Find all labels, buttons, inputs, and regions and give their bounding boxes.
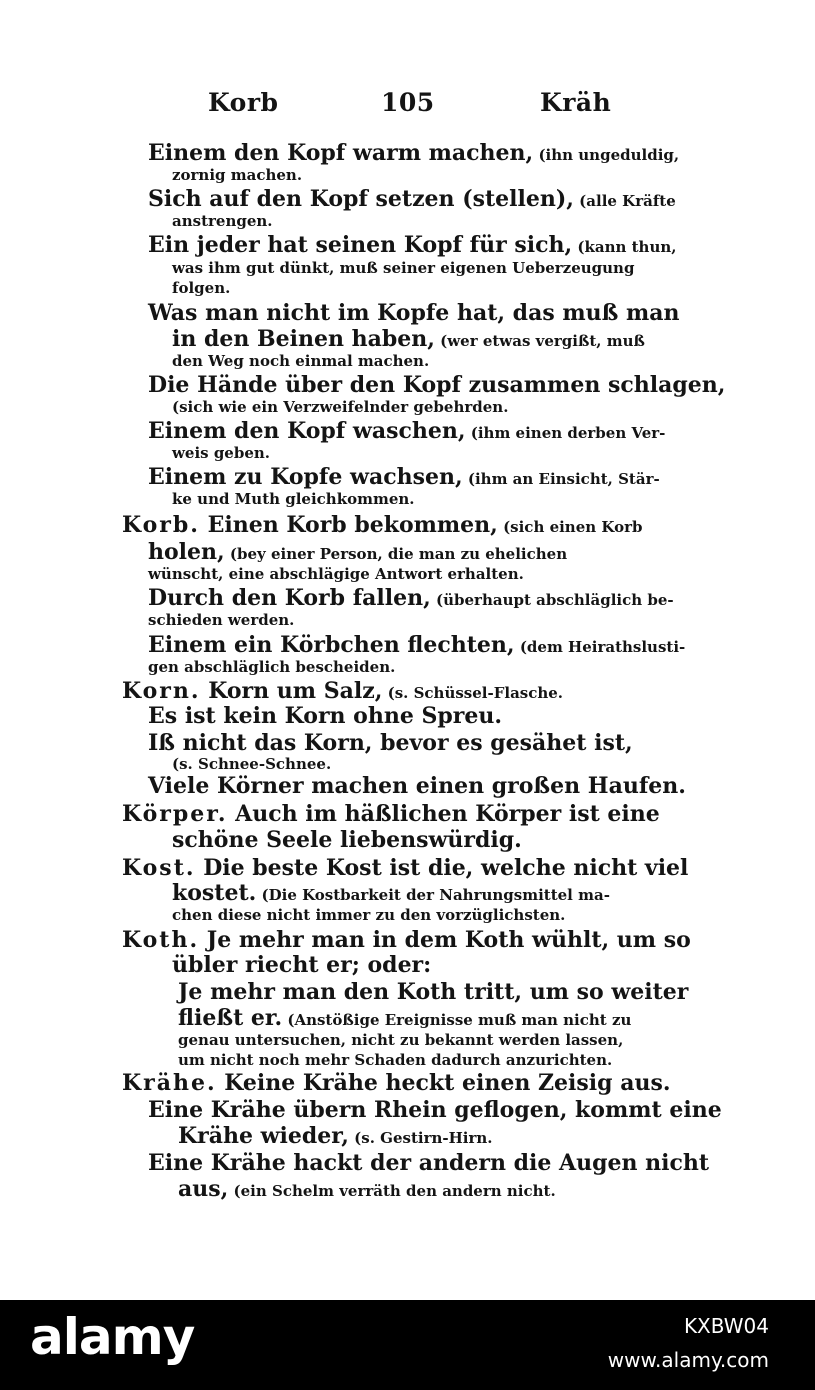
line-gloss: zornig machen.: [172, 166, 303, 184]
line-main: Je mehr man in dem Koth wühlt, um so: [199, 927, 691, 953]
line-main: Korn um Salz,: [200, 678, 383, 704]
entry-kost: [122, 855, 688, 881]
text-line: [178, 1050, 612, 1070]
text-line: [178, 979, 688, 1005]
text-line: [148, 539, 567, 567]
line-main: Durch den Korb fallen,: [148, 585, 431, 611]
line-main: Einem den Kopf waschen,: [148, 418, 466, 444]
line-gloss: um nicht noch mehr Schaden dadurch anzurichten.: [178, 1051, 613, 1069]
line-main: Was man nicht im Kopfe hat, das muß man: [148, 300, 680, 326]
running-head-left: Korb: [208, 88, 279, 117]
headword: Krähe.: [122, 1070, 217, 1096]
page-number: 105: [381, 88, 435, 117]
text-line: [148, 730, 633, 756]
headword: Körper.: [122, 801, 228, 827]
line-main: Viele Körner machen einen großen Haufen.: [148, 773, 686, 799]
headword: Kost.: [122, 855, 196, 881]
text-line: [172, 278, 230, 298]
line-main: Krähe wieder,: [178, 1123, 349, 1149]
line-gloss: (kann thun,: [572, 238, 677, 256]
line-main: Die beste Kost ist die, welche nicht viel: [195, 855, 689, 881]
text-line: [172, 952, 431, 978]
line-main: Einen Korb bekommen,: [199, 512, 498, 538]
text-line: [172, 443, 270, 463]
text-line: [148, 140, 679, 168]
text-line: [148, 1150, 709, 1176]
text-line: [172, 326, 645, 354]
line-main: Einem zu Kopfe wachsen,: [148, 464, 463, 490]
line-main: Eine Krähe hackt der andern die Augen nicht: [148, 1150, 710, 1176]
line-gloss: (s. Schnee-Schnee.: [172, 755, 332, 773]
line-gloss: wünscht, eine abschlägige Antwort erhalten.: [148, 565, 524, 583]
text-line: [172, 880, 610, 908]
line-gloss: (Die Kostbarkeit der Nahrungsmittel ma-: [256, 886, 610, 904]
line-main: Die Hände über den Kopf zusammen schlagen,: [148, 372, 726, 398]
line-gloss: schieden werden.: [148, 611, 295, 629]
line-gloss: (ihm an Einsicht, Stär-: [462, 470, 660, 488]
line-gloss: (sich einen Korb: [497, 518, 643, 536]
text-line: [148, 186, 676, 214]
line-main: schöne Seele liebenswürdig.: [172, 827, 522, 853]
line-main: Iß nicht das Korn, bevor es gesähet ist,: [148, 730, 633, 756]
text-line: [172, 397, 508, 417]
text-line: [148, 300, 680, 326]
text-line: [172, 351, 429, 371]
line-gloss: ke und Muth gleichkommen.: [172, 490, 415, 508]
entry-korb: [122, 512, 643, 540]
entry-koerper: [122, 801, 660, 827]
line-main: Je mehr man den Koth tritt, um so weiter: [178, 979, 689, 1005]
line-main: kostet.: [172, 880, 257, 906]
line-gloss: (sich wie ein Verzweifelnder gebehrden.: [172, 398, 509, 416]
line-main: Es ist kein Korn ohne Spreu.: [148, 703, 503, 729]
line-gloss: was ihm gut dünkt, muß seiner eigenen Ueberzeugung: [172, 259, 635, 277]
text-line: [172, 489, 415, 509]
text-line: [178, 1123, 493, 1151]
text-line: [178, 1005, 631, 1033]
text-line: [178, 1176, 556, 1204]
line-gloss: chen diese nicht immer zu den vorzüglichsten.: [172, 906, 566, 924]
watermark-logo: alamy: [30, 1308, 195, 1366]
running-head-right: Kräh: [540, 88, 612, 117]
text-line: [172, 905, 565, 925]
text-line: [148, 464, 660, 492]
line-gloss: weis geben.: [172, 444, 271, 462]
line-gloss: (ein Schelm verräth den andern nicht.: [228, 1182, 556, 1200]
line-main: übler riecht er; oder:: [172, 952, 432, 978]
line-main: Auch im häßlichen Körper ist eine: [227, 801, 660, 827]
line-main: aus,: [178, 1176, 229, 1202]
line-main: Eine Krähe übern Rhein geflogen, kommt eine: [148, 1097, 722, 1123]
line-main: Einem den Kopf warm machen,: [148, 140, 534, 166]
line-gloss: (ihm einen derben Ver-: [465, 424, 666, 442]
text-line: [148, 703, 502, 729]
text-line: [172, 211, 273, 231]
watermark-banner: [0, 1300, 815, 1390]
text-line: [148, 610, 294, 630]
line-gloss: (s. Gestirn-Hirn.: [348, 1129, 493, 1147]
line-gloss: (überhaupt abschläglich be-: [430, 591, 674, 609]
headword: Korn.: [122, 678, 201, 704]
text-line: [148, 657, 395, 677]
line-main: Keine Krähe heckt einen Zeisig aus.: [216, 1070, 671, 1096]
line-gloss: gen abschläglich bescheiden.: [148, 658, 396, 676]
image-id: KXBW04: [683, 1314, 769, 1338]
entry-korn: [122, 678, 563, 706]
line-main: in den Beinen haben,: [172, 326, 435, 352]
line-gloss: folgen.: [172, 279, 231, 297]
line-main: Einem ein Körbchen flechten,: [148, 632, 515, 658]
text-line: [148, 564, 524, 584]
text-line: [148, 773, 686, 799]
line-main: Ein jeder hat seinen Kopf für sich,: [148, 232, 573, 258]
entry-koth: [122, 927, 691, 953]
line-gloss: den Weg noch einmal machen.: [172, 352, 430, 370]
entry-kraehe: [122, 1070, 671, 1096]
text-line: [172, 754, 331, 774]
line-gloss: (bey einer Person, die man zu ehelichen: [224, 545, 568, 563]
headword: Koth.: [122, 927, 200, 953]
headword: Korb.: [122, 512, 200, 538]
text-line: [148, 232, 677, 260]
line-gloss: (ihn ungeduldig,: [533, 146, 680, 164]
line-main: fließt er.: [178, 1005, 283, 1031]
line-gloss: (dem Heirathslusti-: [514, 638, 686, 656]
watermark-site: www.alamy.com: [607, 1348, 769, 1372]
text-line: [148, 1097, 722, 1123]
text-line: [148, 372, 725, 398]
line-gloss: (alle Kräfte: [573, 192, 676, 210]
text-line: [172, 165, 302, 185]
line-gloss: (wer etwas vergißt, muß: [434, 332, 645, 350]
text-line: [178, 1030, 623, 1050]
text-line: [148, 632, 685, 660]
text-line: [172, 827, 522, 853]
line-gloss: (Anstößige Ereignisse muß man nicht zu: [282, 1011, 632, 1029]
text-line: [172, 258, 634, 278]
line-gloss: anstrengen.: [172, 212, 273, 230]
text-line: [148, 585, 674, 613]
line-gloss: genau untersuchen, nicht zu bekannt werden lassen,: [178, 1031, 624, 1049]
line-main: Sich auf den Kopf setzen (stellen),: [148, 186, 574, 212]
text-line: [148, 418, 665, 446]
line-gloss: (s. Schüssel-Flasche.: [382, 684, 564, 702]
line-main: holen,: [148, 539, 225, 565]
